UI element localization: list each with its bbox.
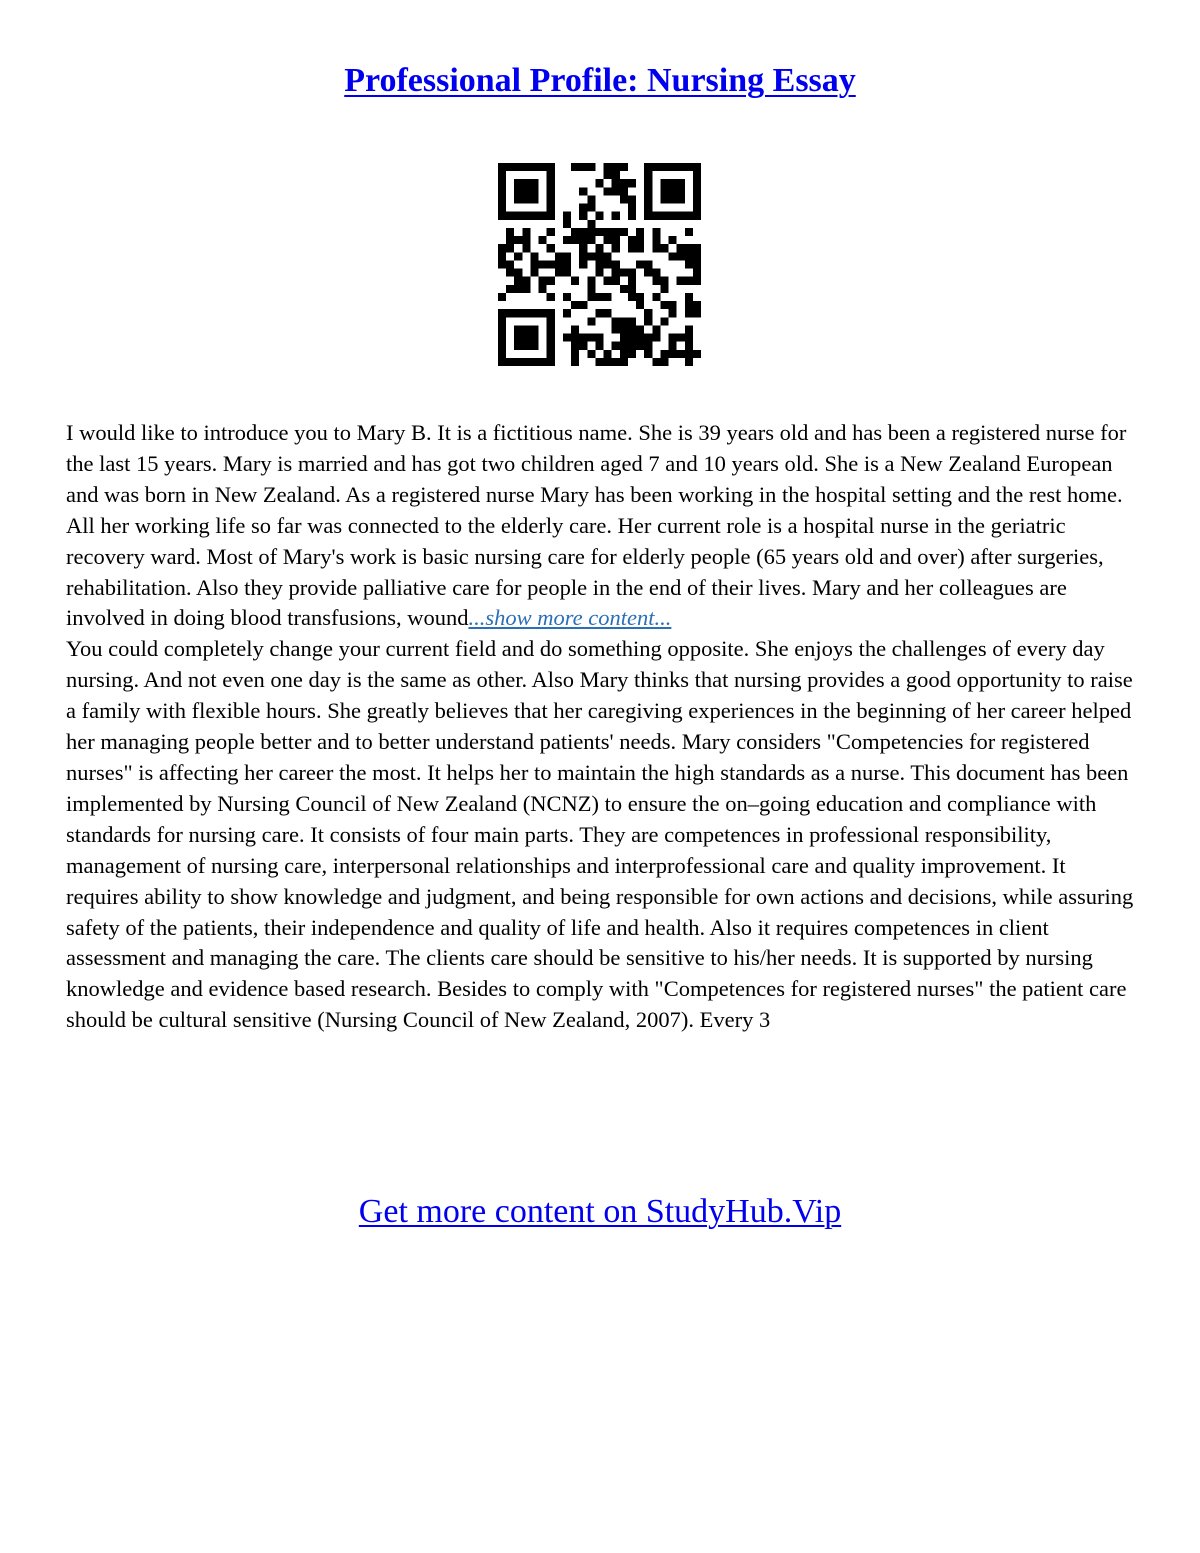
- essay-paragraph-2: You could completely change your current field and do something opposite. She enjoys the challenges of every day nursing. And not even one day is the same as other. Also Mary thinks that nursing provides a good opportunity to raise a family with flexible hours. She greatly believes that her caregiving experiences in the beginning of her career helped her managing people better and to better understand patients' needs. Mary considers "Competencies for registered nurses" is affecting her career the most. It helps her to maintain the high standards as a nurse. This document has been implemented by Nursing Council of New Zealand (NCNZ) to ensure the on–going education and compliance with standards for nursing care. It consists of four main parts. They are competences in professional responsibility, management of nursing care, interpersonal relationships and interprofessional care and quality improvement. It requires ability to show knowledge and judgment, and being responsible for own actions and decisions, while assuring safety of the patients, their independence and quality of life and health. Also it requires competences in client assessment and managing the care. The clients care should be sensitive to his/her needs. It is supported by nursing knowledge and evidence based research. Besides to comply with "Competences for registered nurses" the patient care should be cultural sensitive (Nursing Council of New Zealand, 2007). Every 3: [66, 636, 1134, 1033]
- essay-paragraph-1: [66, 418, 1138, 634]
- qr-code-icon: [498, 163, 701, 366]
- show-more-link[interactable]: ...show more content...: [468, 605, 672, 631]
- footer-container: [0, 1193, 1200, 1231]
- get-more-content-link[interactable]: Get more content on StudyHub.Vip: [358, 1193, 842, 1230]
- paragraph-1-text: I would like to introduce you to Mary B. It is a fictitious name. She is 39 years old and has been a registered nurse for the last 15 years. Mary is married and has got two children aged 7 and 10 years old. She is a New Zealand European and was born in New Zealand. As a registered nurse Mary has been working in the hospital setting and the rest home. All her working life so far was connected to the elderly care. Her current role is a hospital nurse in the geriatric recovery ward. Most of Mary's work is basic nursing care for elderly people (65 years old and over) after surgeries, rehabilitation. Also they provide palliative care for people in the end of their lives. Mary and her colleagues are involved in doing blood transfusions, wound: [66, 420, 1127, 631]
- page-title[interactable]: Professional Profile: Nursing Essay: [344, 62, 856, 99]
- title-container: [0, 62, 1200, 100]
- essay-body: [66, 418, 1138, 1036]
